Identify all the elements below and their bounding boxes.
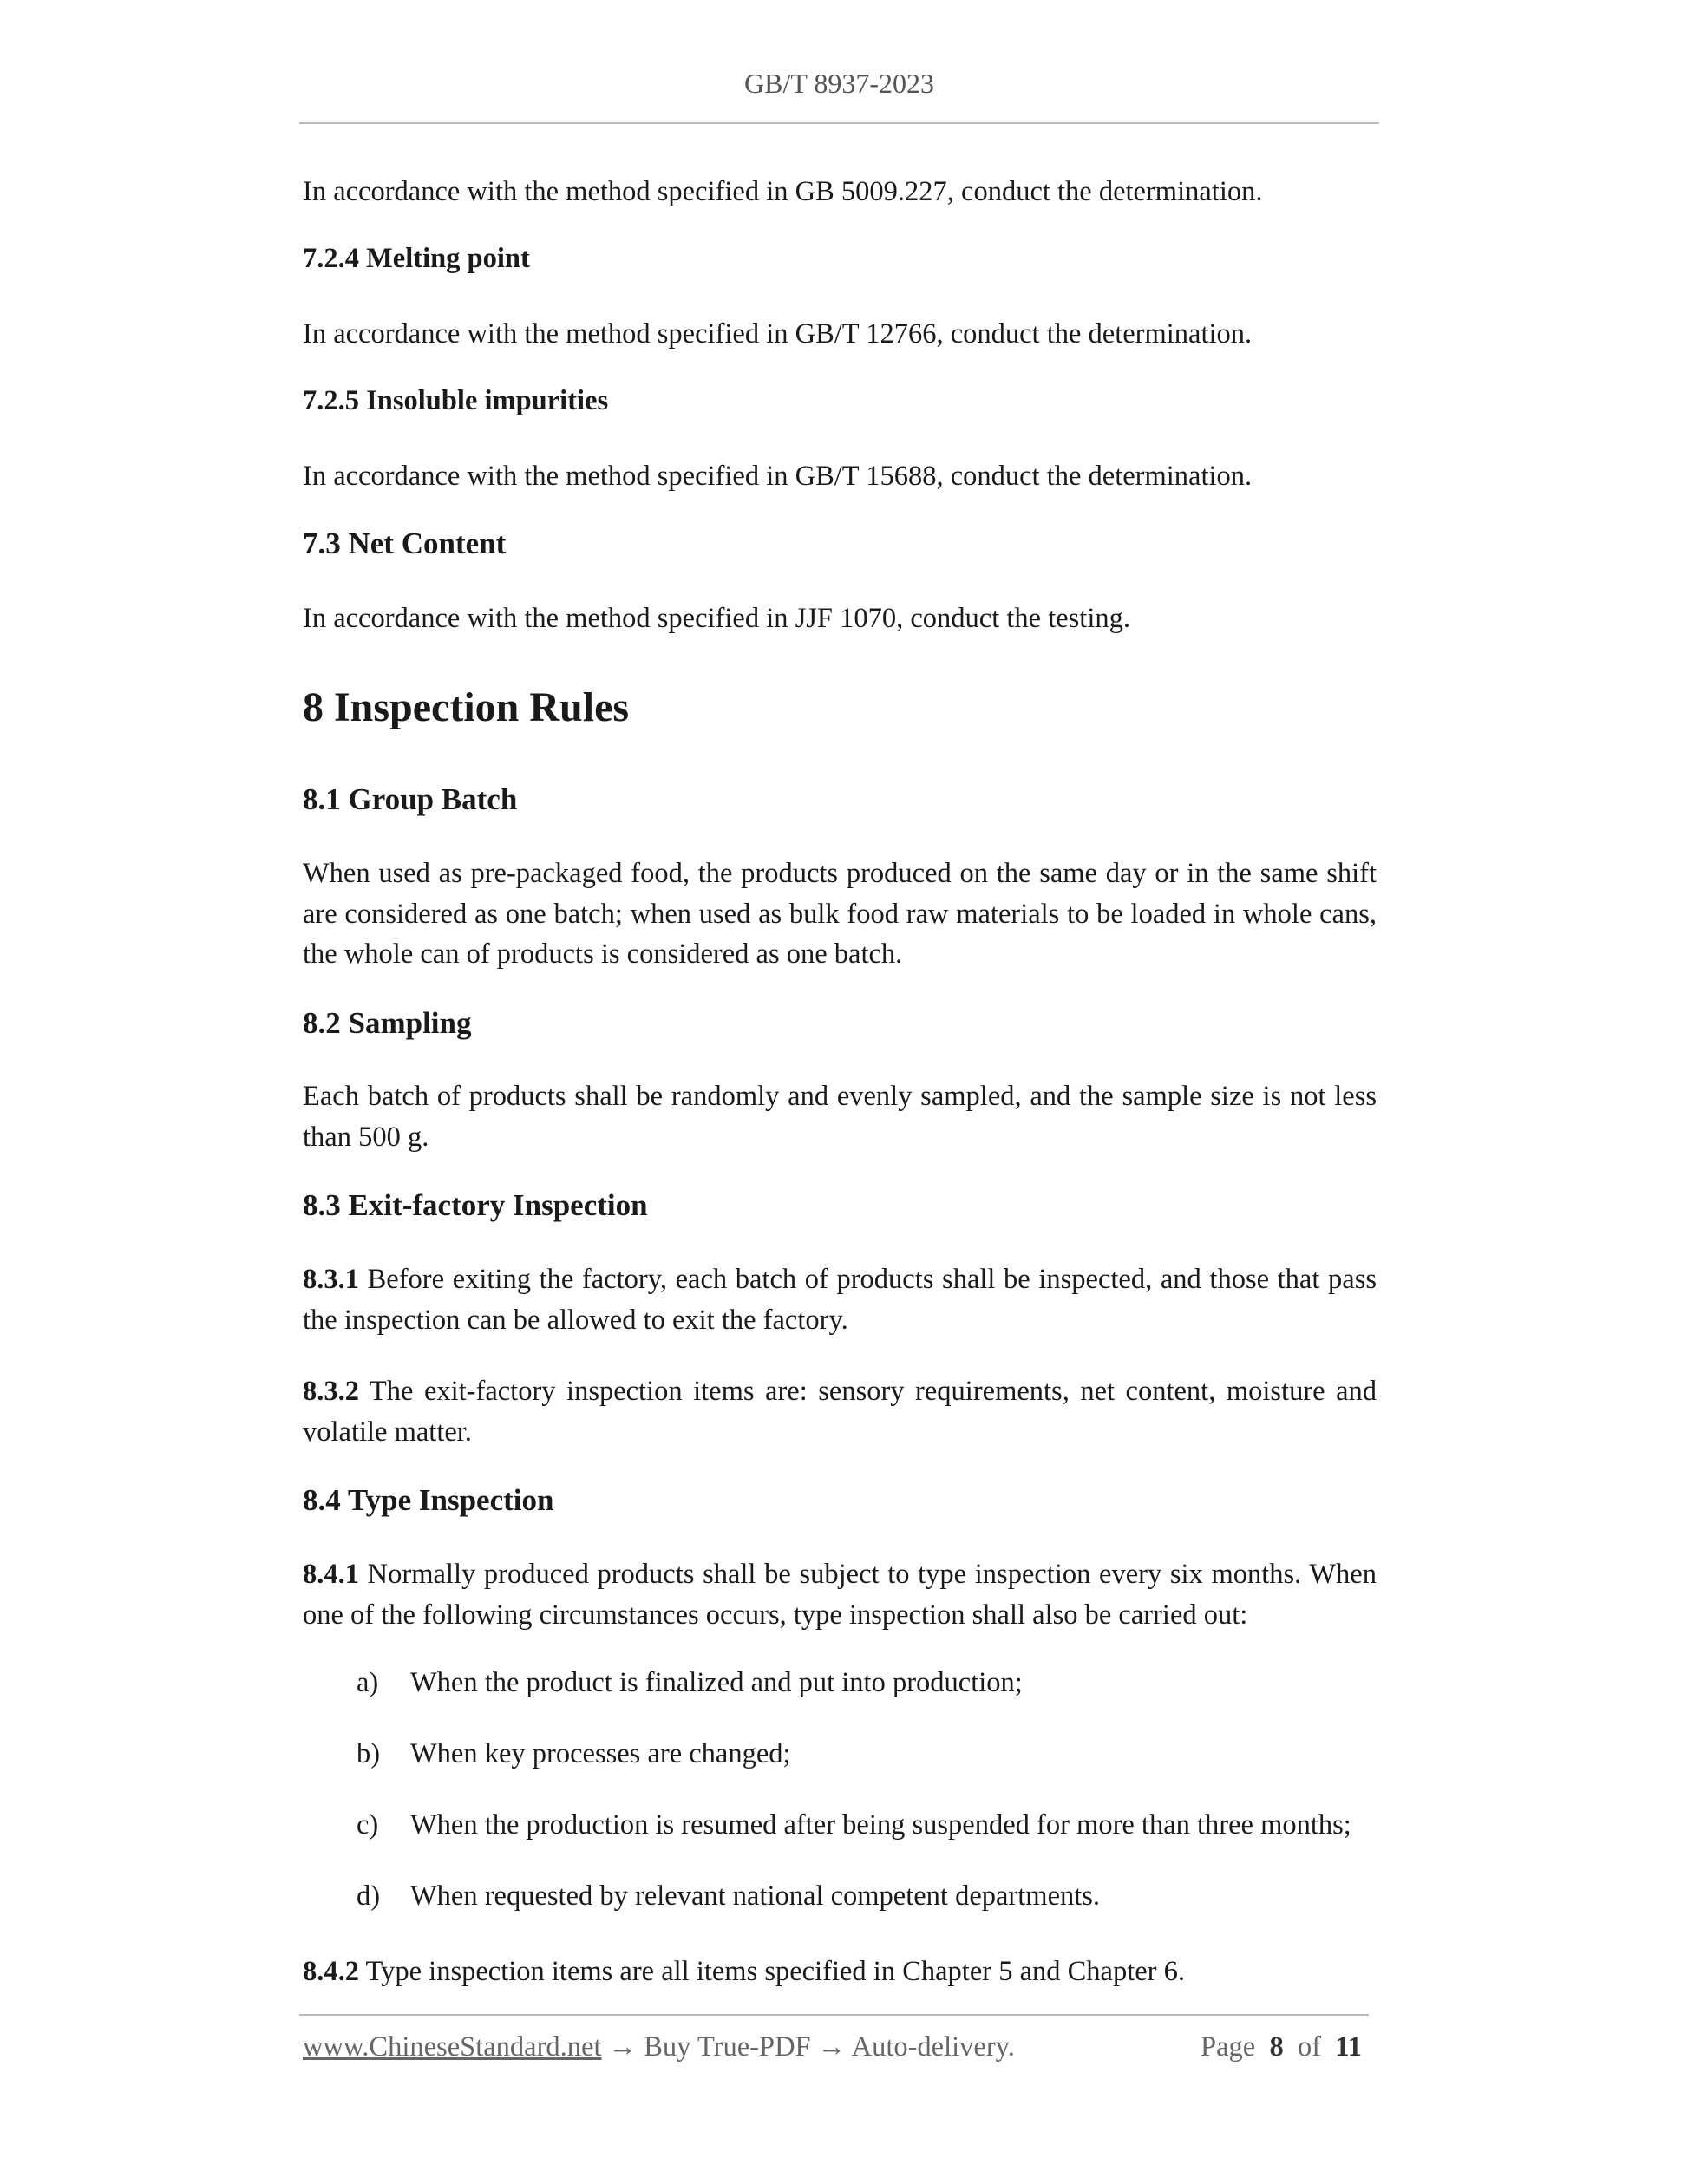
list-text: When key processes are changed;: [410, 1738, 791, 1769]
paragraph: [303, 1371, 1377, 1452]
of-label: of: [1297, 2031, 1322, 2063]
footer-divider: [299, 2014, 1369, 2016]
section-heading-7-3: 7.3 Net Content: [303, 526, 507, 560]
page-number: 8: [1269, 2031, 1284, 2063]
list-marker: c): [357, 1809, 379, 1841]
section-heading-8-3: 8.3 Exit-factory Inspection: [303, 1188, 648, 1222]
paragraph: In accordance with the method specified in GB 5009.227, conduct the determination.: [303, 176, 1263, 207]
section-heading-8-2: 8.2 Sampling: [303, 1006, 472, 1040]
chapter-heading-8: 8 Inspection Rules: [303, 684, 630, 730]
paragraph: In accordance with the method specified in GB/T 15688, conduct the determination.: [303, 461, 1253, 492]
clause-number: 8.3.1: [303, 1264, 359, 1295]
paragraph: In accordance with the method specified in GB/T 12766, conduct the determination.: [303, 318, 1253, 350]
paragraph: [303, 1554, 1377, 1635]
arrow-icon: →: [810, 2031, 852, 2063]
list-item: [357, 1667, 1023, 1699]
list-marker: b): [357, 1738, 381, 1769]
paragraph: Each batch of products shall be randomly and evenly sampled, and the sample size is not less than 500 g.: [303, 1081, 1377, 1153]
list-item: [357, 1880, 1100, 1913]
list-item: [357, 1738, 791, 1770]
page-footer: [303, 2031, 1015, 2063]
page-indicator: [1201, 2031, 1362, 2063]
page-label: Page: [1201, 2031, 1256, 2063]
clause-text: Normally produced products shall be subject to type inspection every six months. When one of the following circumstances occurs, type inspection shall also be carried out:: [303, 1559, 1377, 1631]
section-heading-8-4: 8.4 Type Inspection: [303, 1483, 554, 1517]
section-heading-8-1: 8.1 Group Batch: [303, 782, 518, 816]
list-item: [357, 1809, 1351, 1841]
delivery-text: Auto-delivery.: [851, 2031, 1015, 2063]
page-total: 11: [1335, 2031, 1362, 2063]
clause-text: The exit-factory inspection items are: sensory requirements, net content, moisture and volatile matter.: [303, 1376, 1377, 1448]
clause-number: 8.4.1: [303, 1559, 359, 1590]
list-marker: a): [357, 1667, 379, 1698]
clause-text: Before exiting the factory, each batch of products shall be inspected, and those that pass the inspection can be allowed to exit the factory.: [303, 1264, 1377, 1336]
buy-pdf-text: Buy True-PDF: [644, 2031, 811, 2063]
page-header: GB/T 8937-2023: [744, 68, 934, 99]
list-marker: d): [357, 1880, 381, 1912]
paragraph: [303, 1952, 1377, 1992]
list-text: When the product is finalized and put into production;: [410, 1667, 1023, 1698]
clause-number: 8.4.2: [303, 1956, 359, 1987]
clause-text: Type inspection items are all items specified in Chapter 5 and Chapter 6.: [359, 1956, 1186, 1987]
paragraph: In accordance with the method specified in JJF 1070, conduct the testing.: [303, 603, 1130, 634]
paragraph: [303, 1259, 1377, 1340]
clause-number: 8.3.2: [303, 1376, 359, 1407]
arrow-icon: →: [601, 2031, 644, 2063]
paragraph: When used as pre-packaged food, the products produced on the same day or in the same shift are considered as one batch; when used as bulk food raw materials to be loaded in whole cans, the whole can of products is considered as one batch.: [303, 858, 1377, 970]
header-divider: [299, 122, 1379, 124]
section-heading-7-2-5: 7.2.5 Insoluble impurities: [303, 385, 609, 416]
list-text: When the production is resumed after being suspended for more than three months;: [410, 1809, 1351, 1841]
section-heading-7-2-4: 7.2.4 Melting point: [303, 243, 530, 274]
list-text: When requested by relevant national competent departments.: [410, 1880, 1101, 1912]
website-link[interactable]: www.ChineseStandard.net: [303, 2031, 602, 2063]
